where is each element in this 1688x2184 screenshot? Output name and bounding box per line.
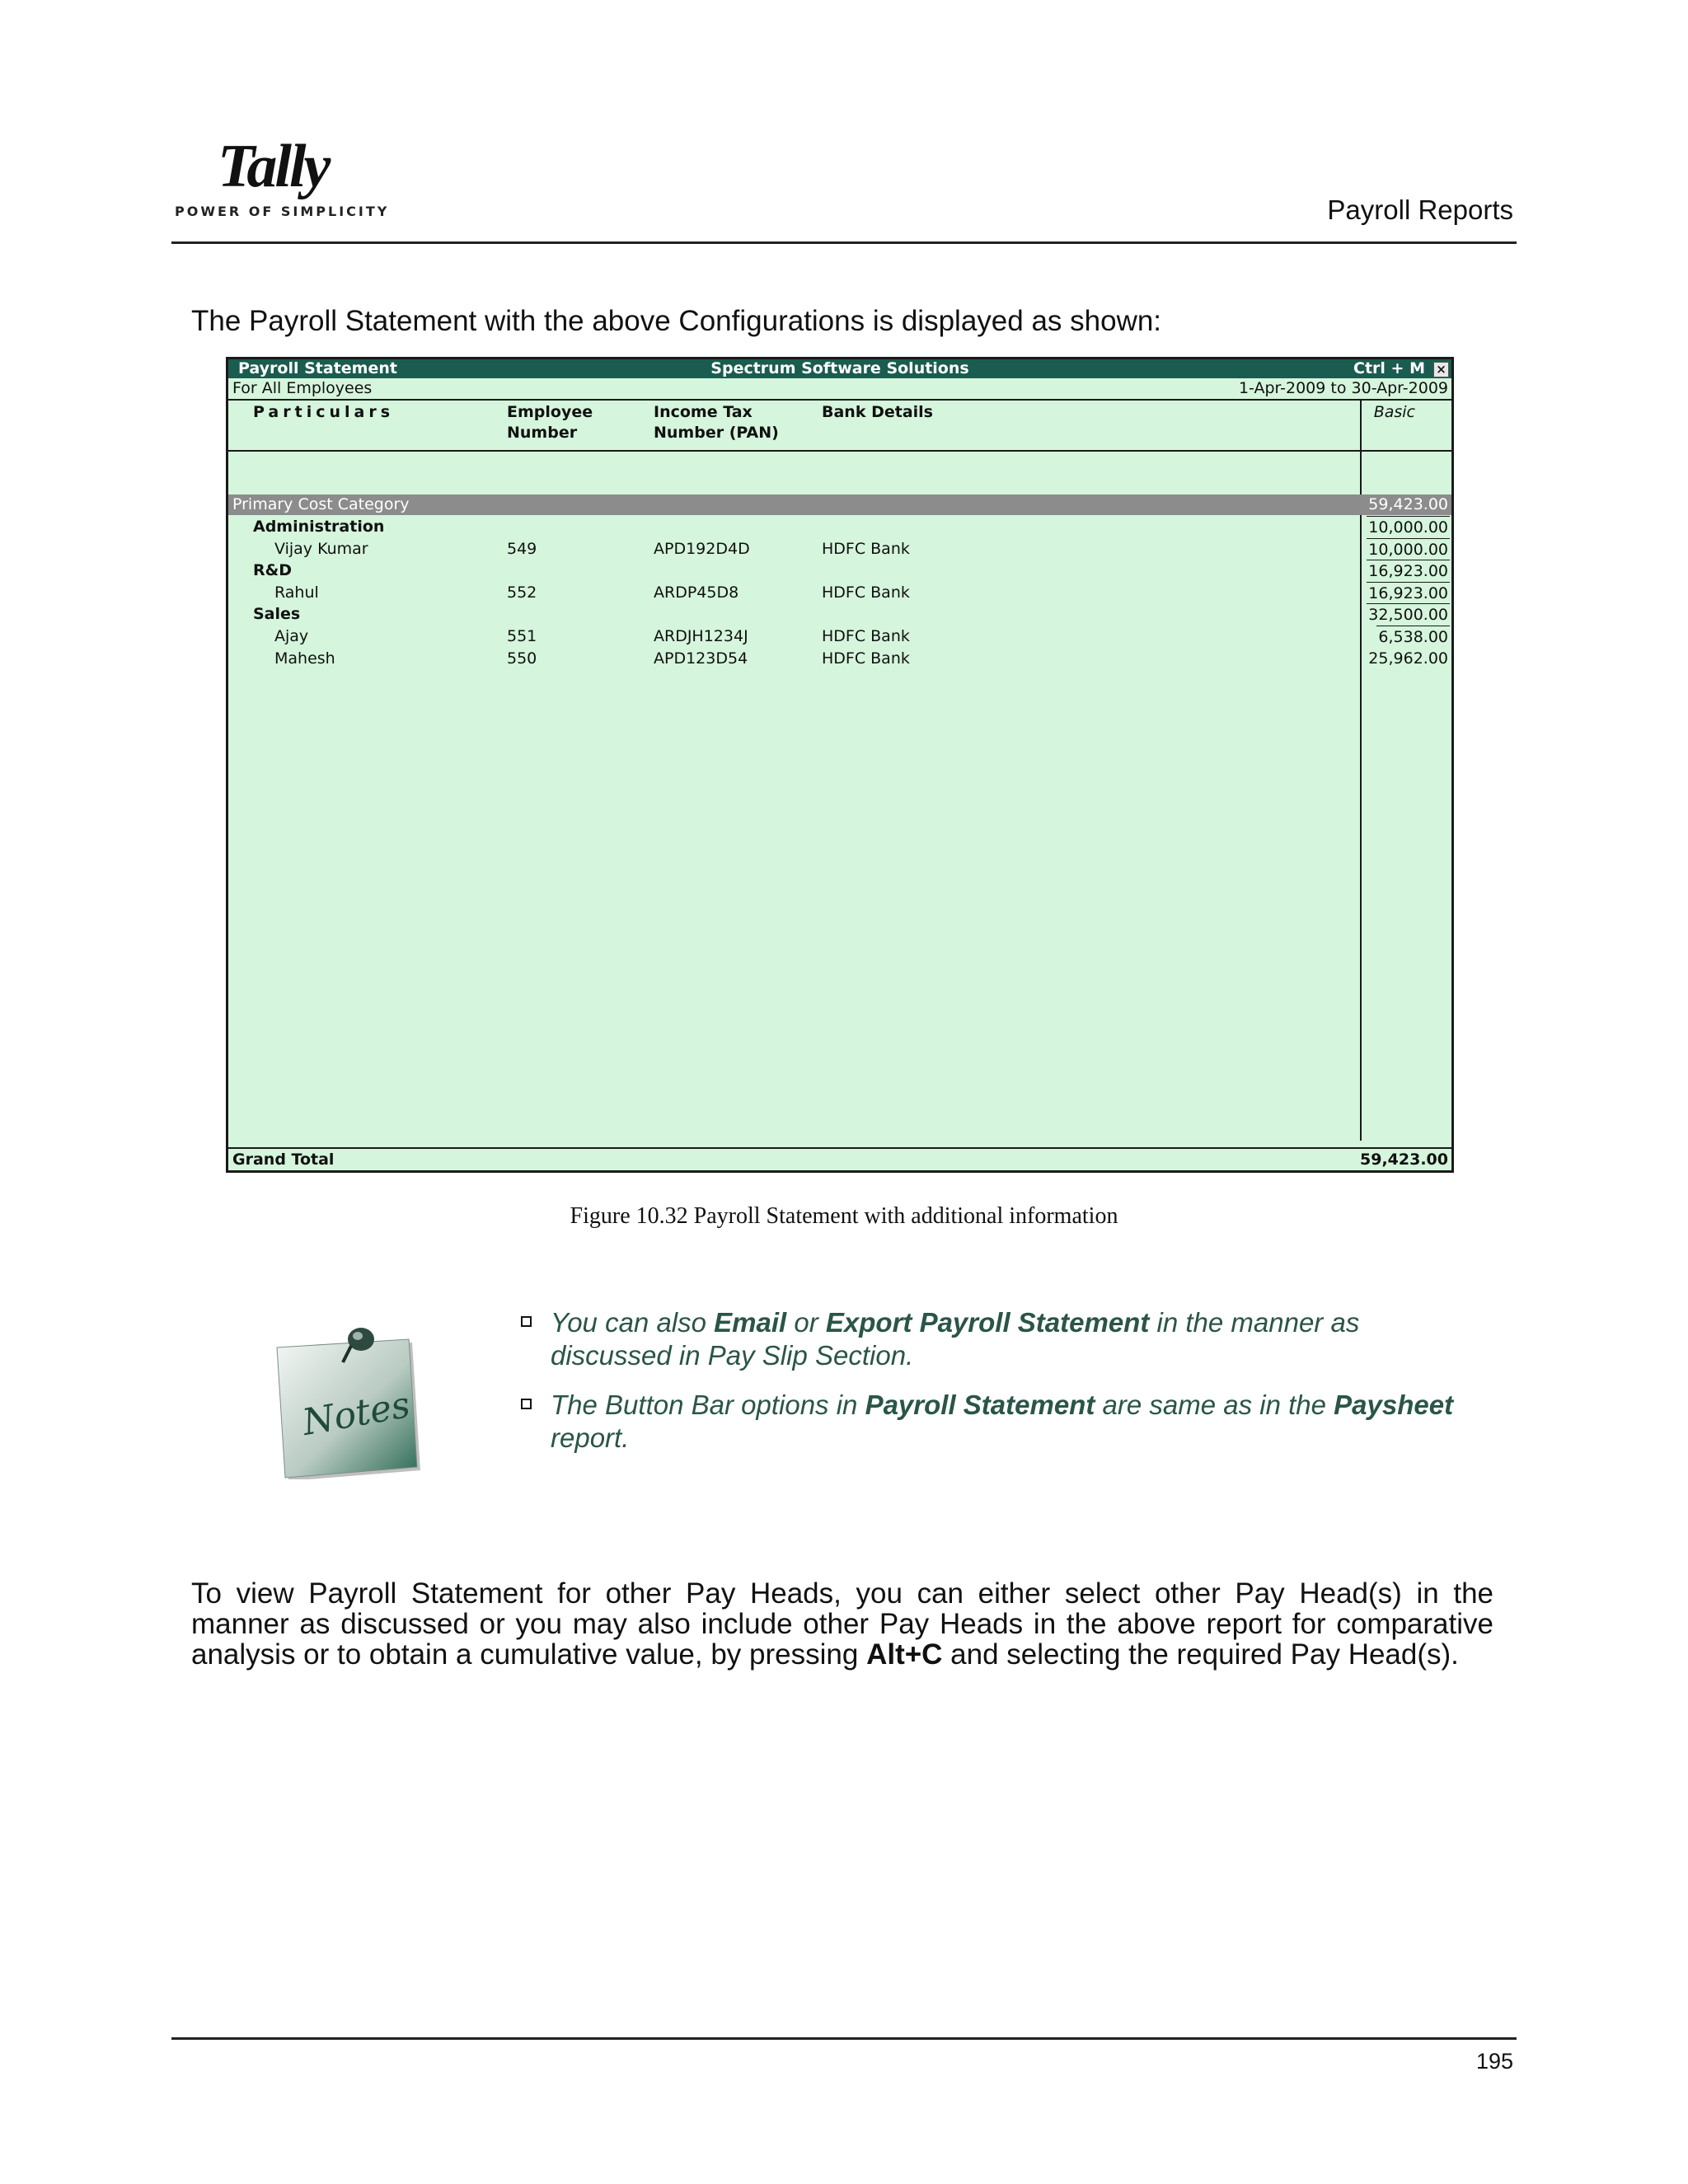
note2-bold-paysheet: Paysheet [1334,1390,1454,1420]
paragraph-text-b: and selecting the required Pay Head(s). [942,1638,1459,1671]
square-bullet-icon [521,1316,532,1327]
employee-name: Rahul [274,583,319,602]
note-item-email-export [551,1306,1474,1372]
grand-total-label: Grand Total [232,1151,335,1169]
column-headers [228,401,1451,442]
square-bullet-icon [521,1399,532,1409]
col-bank-details: Bank Details [822,403,933,421]
group-name: Sales [253,605,301,624]
note1-bold-export: Export Payroll Statement [825,1307,1150,1338]
figure-caption: Figure 10.32 Payroll Statement with additional information [570,1203,1118,1229]
col-income-tax-line1: Income Tax [654,403,753,421]
employee-number: 551 [507,627,537,645]
col-income-tax [654,402,779,443]
pan-number: ARDP45D8 [654,583,739,602]
intro-text: The Payroll Statement with the above Configurations is displayed as shown: [191,305,1162,337]
basic-amount: 16,923.00 [1367,560,1450,582]
basic-amount: 10,000.00 [1367,538,1450,560]
group-row[interactable] [228,560,1451,581]
logo-word: Tally [218,133,329,200]
col-income-tax-line2: Number (PAN) [654,424,779,442]
basic-amount: 32,500.00 [1367,603,1450,626]
date-range: 1-Apr-2009 to 30-Apr-2009 [1238,379,1448,397]
col-employee-number-line2: Number [507,424,578,442]
note2-bold-payroll: Payroll Statement [865,1390,1095,1420]
pan-number: APD192D4D [654,539,750,558]
pan-number: ARDJH1234J [654,627,748,645]
note1-text-b: or [786,1307,826,1338]
employee-row[interactable] [228,538,1451,560]
employee-row[interactable] [228,648,1451,669]
bank-name: HDFC Bank [822,539,910,558]
employee-number: 550 [507,649,537,668]
primary-cost-category-row[interactable] [228,494,1451,515]
note2-text-c: report. [551,1422,630,1453]
employee-name: Vijay Kumar [274,539,368,558]
paragraph-text-a: To view Payroll Statement for other Pay Heads, you can either select other Pay Head(s) in the manner as discussed or you may also include other Pay Heads in the above report for comparative analysis or to obtain a cumulative value, by pressing [191,1577,1493,1671]
note2-text-b: are same as in the [1095,1390,1334,1420]
logo-tagline: POWER OF SIMPLICITY [175,204,390,219]
shortcut-label: Ctrl + M [1353,359,1425,377]
body-paragraph [191,1578,1493,1670]
close-icon[interactable]: × [1433,362,1449,377]
employee-number: 552 [507,583,537,602]
window-titlebar [228,359,1451,378]
section-title: Payroll Reports [1327,194,1513,225]
primary-cost-category-amount: 59,423.00 [1368,495,1448,513]
header-rule [228,450,1451,452]
group-row[interactable] [228,603,1451,625]
header-divider [171,241,1517,244]
note2-text-a: The Button Bar options in [551,1390,865,1420]
footer-divider [171,2037,1517,2040]
note1-text-a: You can also [551,1307,715,1338]
employee-name: Mahesh [274,649,335,668]
note-item-button-bar [551,1389,1474,1455]
notes-icon [269,1315,425,1479]
bank-name: HDFC Bank [822,649,910,668]
col-employee-number [507,402,593,443]
employee-row[interactable] [228,626,1451,647]
group-name: R&D [253,561,292,580]
tally-logo [175,133,390,227]
basic-amount: 10,000.00 [1367,516,1450,538]
report-subheader [228,378,1451,401]
payroll-statement-window [226,357,1454,1173]
col-employee-number-line1: Employee [507,403,593,421]
pan-number: APD123D54 [654,649,748,668]
shortcut-alt-c: Alt+C [866,1638,943,1671]
basic-amount: 25,962.00 [1368,649,1448,668]
page-number: 195 [1475,2049,1513,2074]
group-name: Administration [253,518,385,536]
col-particulars: Particulars [253,403,395,421]
bank-name: HDFC Bank [822,627,910,645]
primary-cost-category-label: Primary Cost Category [232,495,410,513]
employee-name: Ajay [274,627,309,645]
basic-amount: 6,538.00 [1376,626,1450,648]
employee-number: 549 [507,539,537,558]
group-row[interactable] [228,516,1451,537]
company-name: Spectrum Software Solutions [710,359,969,377]
bank-name: HDFC Bank [822,583,910,602]
employee-filter: For All Employees [232,379,373,397]
grand-total-amount: 59,423.00 [1360,1151,1448,1169]
note1-bold-email: Email [714,1307,787,1338]
grand-total-row [228,1147,1451,1170]
basic-amount: 16,923.00 [1367,582,1450,604]
note1-text-c: in the manner as discussed in Pay Slip Section. [551,1307,1360,1371]
employee-row[interactable] [228,582,1451,603]
window-title: Payroll Statement [238,359,397,377]
col-basic: Basic [1373,403,1415,421]
notes-icon-label: Notes [299,1384,414,1445]
